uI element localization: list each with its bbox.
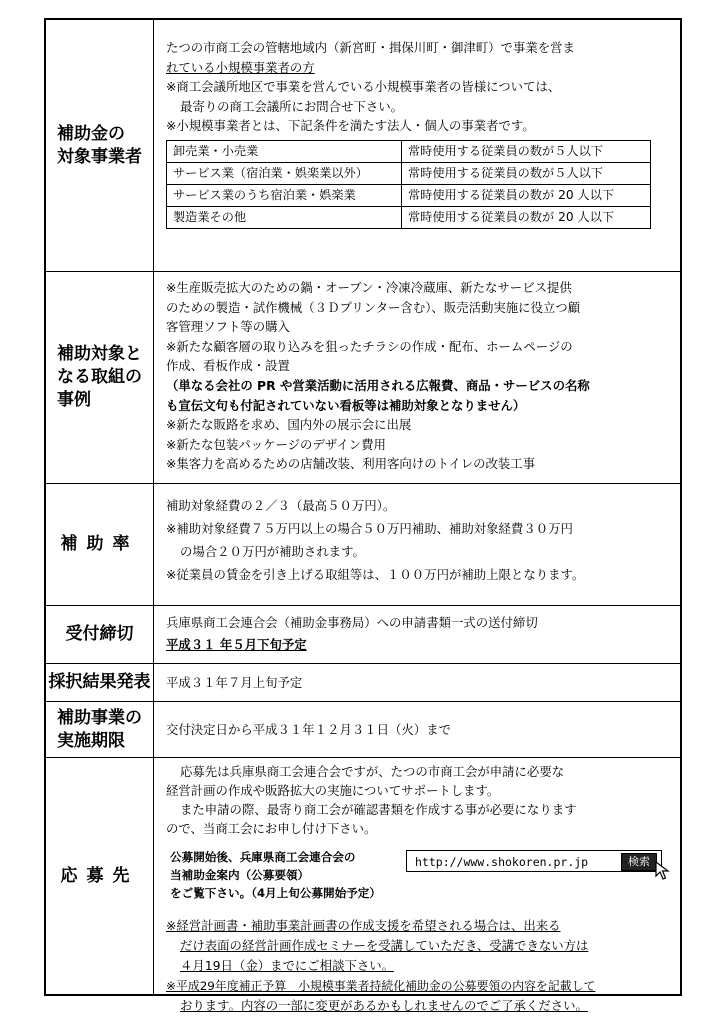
section-eligible-activities [46,271,680,483]
document-sheet [44,18,682,1013]
table-cell: 常時使用する従業員の数が 20 人以下 [402,206,651,228]
table-cell: 卸売業・小売業 [167,140,402,162]
text-line-underlined: おります。内容の一部に変更があるかもしれませんのでご了承ください。 [180,998,588,1013]
section-deadline [46,605,680,663]
text-line: 兵庫県商工会連合会（補助金事務局）への申請書類一式の送付締切 [166,615,538,630]
section-label [46,702,154,757]
table-cell: 常時使用する従業員の数が 20 人以下 [402,184,651,206]
section-content [154,272,680,483]
label-line: 対象事業者 [57,146,142,167]
text-line: ※新たな販路を求め、国内外の展示会に出展 [166,417,412,433]
text-line-underlined: ※平成29年度補正予算 小規模事業者持続化補助金の公募要領の内容を記載して [166,979,596,993]
text-line [166,996,670,1016]
text-line: 客管理ソフト等の購入 [166,319,290,335]
section-implementation-deadline [46,701,680,757]
section-label: 補助率 [46,484,154,605]
text-line: ので、当商工会にお申し付け下さい。 [166,821,377,836]
text-line: ※商工会議所地区で事業を営んでいる小規模事業者の皆様については、 [166,79,561,95]
text-line: ※小規模事業者とは、下記条件を満たす法人・個人の事業者です。 [166,118,535,134]
label-line: 事例 [57,390,91,410]
section-label: 受付締切 [46,606,154,663]
label-line: 実施期限 [57,730,125,751]
text-line [166,634,670,656]
table-cell: 常時使用する従業員の数が５人以下 [402,162,651,184]
section-eligible-businesses [46,20,680,271]
text-line: 作成、看板作成・設置 [166,358,290,374]
label-line: なる取組の [57,367,142,387]
notice-text [170,848,381,902]
table-cell: サービス業（宿泊業・娯楽業以外） [167,162,402,184]
label-line: 補助対象と [57,344,142,364]
pointer-cursor-icon [655,861,671,881]
deadline-date: 平成３１ 年５月下旬予定 [166,637,307,652]
section-application [46,757,680,1013]
label-line: 補助事業の [57,707,142,728]
text-line-underlined: だけ表面の経営計画作成セミナーを受講していただき、受講できない方は [180,938,589,953]
text-line [166,58,670,78]
table-row [167,162,651,184]
text-line: ※新たな包装パッケージのデザイン費用 [166,436,386,452]
text-line: も宣伝文句も付記されていない看板等は補助対象となりません） [166,397,526,413]
text-line-underlined: れている小規模事業者の方 [166,59,315,75]
notice-block [166,848,670,910]
text-line: ※集客力を高めるための店舗改装、利用客向けのトイレの改装工事 [166,456,536,472]
section-label [46,20,154,271]
search-button[interactable]: 検索 [621,853,657,871]
text-line: のための製造・試作機械（３Ｄプリンター含む）、販売活動実施に役立つ顧 [166,299,581,315]
section-content [154,20,680,271]
text-line [166,936,670,956]
text-line: 応募先は兵庫県商工会連合会ですが、たつの市商工会が申請に必要な [180,764,565,779]
section-content [154,702,680,757]
text-line: （単なる会社の PR や営業活動に活用される広報費、商品・サービスの名称 [166,377,590,393]
text-line [166,976,670,996]
section-content [154,758,680,1013]
text-line: 公募開始後、兵庫県商工会連合会の [170,850,356,864]
text-line: 交付決定日から平成３１年１２月３１日（火）まで [166,721,451,737]
text-line: 平成３１年７月上旬予定 [166,674,303,690]
section-subsidy-rate [46,483,680,605]
text-line: をご覧下さい。（4月上旬公募開始予定） [170,886,381,900]
section-content [154,664,680,701]
text-line [166,916,670,936]
table-cell: 製造業その他 [167,206,402,228]
text-line: 最寄りの商工会議所にお問合せ下さい。 [180,98,404,114]
section-results-announcement [46,663,680,701]
text-line: ※従業員の賃金を引き上げる取組等は、１００万円が補助上限となります。 [166,567,585,582]
text-line-underlined: ※経営計画書・補助事業計画書の作成支援を希望される場合は、出来る [166,918,561,933]
section-label: 採択結果発表 [46,664,154,701]
text-line: ※生産販売拡大のための鍋・オーブン・冷凍冷蔵庫、新たなサービス提供 [166,280,572,295]
section-label [46,272,154,483]
text-line-underlined: ４月19日（金）までにご相談下さい。 [180,958,395,973]
text-line: ※新たな顧客層の取り込みを狙ったチラシの作成・配布、ホームページの [166,338,573,354]
table-cell: サービス業のうち宿泊業・娯楽業 [167,184,402,206]
section-content [154,484,680,605]
table-row [167,206,651,228]
url-text: http://www.shokoren.pr.jp [415,855,589,869]
text-line: ※補助対象経費７５万円以上の場合５０万円補助、補助対象経費３０万円 [166,521,573,536]
label-line: 補助金の [57,123,125,144]
text-line: 経営計画の作成や販路拡大の実施についてサポートします。 [166,783,500,798]
text-line: また申請の際、最寄り商工会が確認書類を作成する事が必要になります [180,802,577,817]
text-line: 補助対象経費の２／３（最高５０万円）。 [166,498,396,513]
section-label: 応募先 [46,758,154,994]
notes-block [166,916,670,1016]
url-search-box[interactable] [406,850,662,872]
table-row [167,140,651,162]
text-line [166,956,670,976]
business-conditions-table [166,140,651,229]
text-line: 当補助金案内（公募要領） [170,868,310,882]
table-row [167,184,651,206]
text-line: たつの市商工会の管轄地域内（新宮町・揖保川町・御津町）で事業を営ま [166,40,575,55]
table-cell: 常時使用する従業員の数が５人以下 [402,140,651,162]
section-content [154,606,680,663]
text-line: の場合２０万円が補助されます。 [180,544,365,559]
